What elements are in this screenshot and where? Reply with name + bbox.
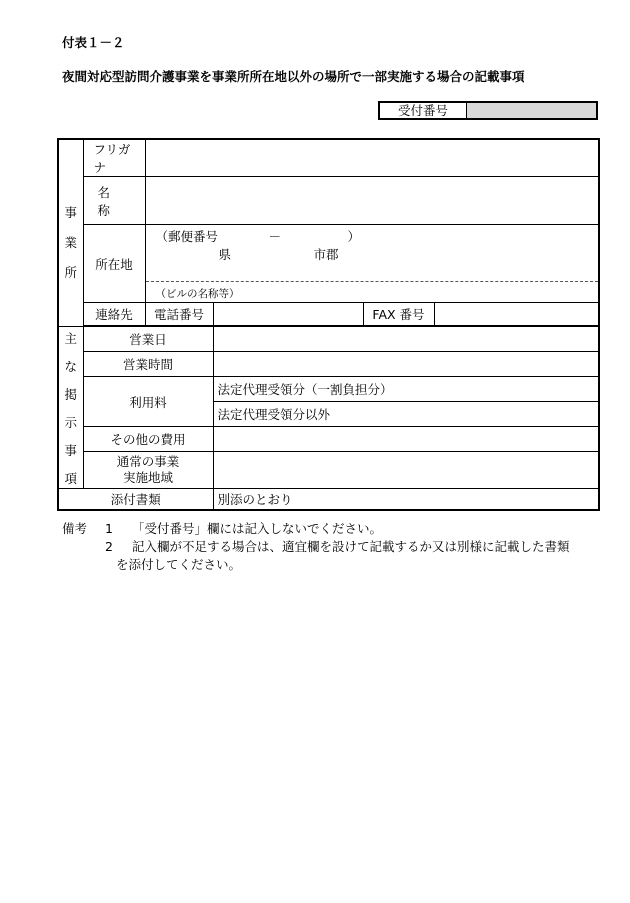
notes-label: 備考 bbox=[62, 521, 88, 536]
annex-label: 付表１－２ bbox=[62, 35, 125, 50]
furigana-field[interactable] bbox=[145, 139, 599, 177]
receipt-number-label: 受付番号 bbox=[380, 103, 467, 118]
service-area-field[interactable] bbox=[213, 452, 599, 489]
business-hours-field[interactable] bbox=[213, 352, 599, 377]
address-label: 所在地 bbox=[83, 225, 145, 303]
fax-field[interactable] bbox=[434, 303, 599, 326]
note-1-text: 「受付番号」欄には記入しないでください。 bbox=[132, 521, 383, 536]
phone-field[interactable] bbox=[213, 303, 363, 326]
postal-code-close: ） bbox=[347, 229, 361, 244]
contact-label: 連絡先 bbox=[83, 303, 145, 326]
other-costs-label: その他の費用 bbox=[83, 427, 213, 452]
page-title: 夜間対応型訪問介護事業を事業所所在地以外の場所で一部実施する場合の記載事項 bbox=[62, 69, 525, 84]
furigana-label: フリガナ bbox=[83, 139, 145, 177]
fee-option-other: 法定代理受領分以外 bbox=[213, 402, 599, 427]
business-hours-label: 営業時間 bbox=[83, 352, 213, 377]
office-section-header: 事 業 所 bbox=[58, 139, 83, 327]
fees-label: 利用料 bbox=[83, 377, 213, 427]
other-costs-field[interactable] bbox=[213, 427, 599, 452]
notices-section-header: 主 な 掲 示 事 項 bbox=[58, 327, 83, 489]
attachments-value: 別添のとおり bbox=[213, 489, 599, 510]
postal-code-prefix: （郵便番号 bbox=[155, 229, 219, 244]
office-name-label: 名 称 bbox=[83, 177, 145, 225]
receipt-number-field bbox=[467, 103, 596, 118]
attachments-label: 添付書類 bbox=[58, 489, 213, 510]
notes-section bbox=[62, 520, 602, 574]
building-name-hint: （ビルの名称等） bbox=[155, 288, 240, 300]
note-2-text-line1: 記入欄が不足する場合は、適宜欄を設けて記載するか又は別様に記載した書類 bbox=[132, 539, 570, 554]
receipt-number-box bbox=[378, 101, 598, 120]
fax-label: FAX 番号 bbox=[363, 303, 434, 326]
phone-label: 電話番号 bbox=[145, 303, 213, 326]
business-days-label: 営業日 bbox=[83, 327, 213, 352]
business-days-field[interactable] bbox=[213, 327, 599, 352]
note-2-number: 2 bbox=[105, 539, 113, 554]
office-name-field[interactable] bbox=[145, 177, 599, 225]
application-form-table bbox=[57, 138, 600, 511]
city-county-label: 市郡 bbox=[313, 247, 339, 262]
prefecture-label: 県 bbox=[218, 247, 232, 262]
service-area-label: 通常の事業 実施地域 bbox=[83, 452, 213, 489]
address-field[interactable] bbox=[145, 225, 599, 303]
note-1-number: 1 bbox=[105, 521, 113, 536]
fee-option-statutory-proxy: 法定代理受領分（一割負担分） bbox=[213, 377, 599, 402]
postal-code-dash: － bbox=[268, 229, 282, 244]
note-2-text-line2: を添付してください。 bbox=[116, 557, 242, 572]
